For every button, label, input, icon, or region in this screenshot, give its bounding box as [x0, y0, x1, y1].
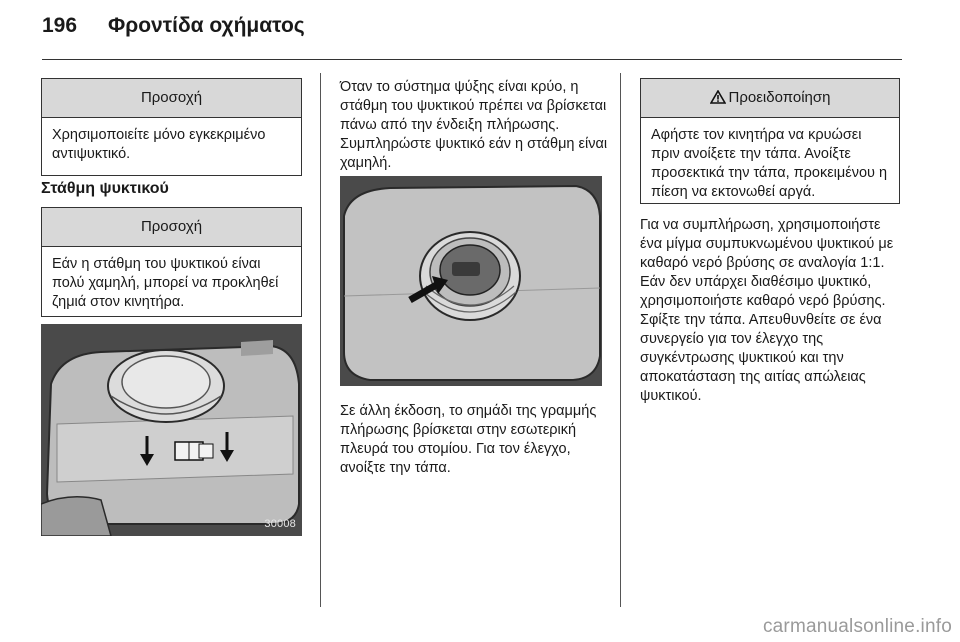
warning-triangle-icon: [710, 81, 726, 119]
warning-title: Προειδοποίηση: [728, 89, 831, 106]
page-number: 196: [42, 14, 78, 37]
section-heading: Στάθμη ψυκτικού: [41, 180, 169, 197]
watermark: carmanualsonline.info: [762, 616, 952, 637]
column-divider-right: [620, 73, 621, 607]
page-title: Φροντίδα οχήματος: [108, 14, 305, 37]
column-divider-left: [320, 73, 321, 607]
caution-box-antifreeze: [41, 78, 302, 176]
figure-coolant-reservoir: [41, 324, 302, 536]
warning-box: [640, 78, 900, 204]
paragraph-other-version: Σε άλλη έκδοση, το σημάδι της γραμμής πλήρωσης βρίσκεται στην εσωτερική πλευρά του στομίου. Για τον έλεγχο, ανοίξτε την τάπα.: [340, 403, 597, 476]
caution-body: Εάν η στάθμη του ψυκτικού είναι πολύ χαμηλή, μπορεί να προκληθεί ζημιά στον κινητήρα.: [52, 256, 279, 310]
warning-body: Αφήστε τον κινητήρα να κρυώσει πριν ανοίξετε την τάπα. Ανοίξτε προσεκτικά την τάπα, προκειμένου η πίεση να εκτονωθεί αργά.: [651, 127, 888, 200]
caution-box-low-level: [41, 207, 302, 317]
paragraph-fill-level: Όταν το σύστημα ψύξης είναι κρύο, η στάθμη του ψυκτικού πρέπει να βρίσκεται πάνω από την ένδειξη πλήρωσης. Συμπληρώστε ψυκτικό εάν η στάθμη είναι χαμηλή.: [340, 79, 608, 171]
caution-title: Προσοχή: [42, 79, 301, 118]
filler-neck-illustration: [340, 176, 602, 386]
reservoir-illustration: [41, 324, 302, 536]
caution-title: Προσοχή: [42, 208, 301, 247]
warning-header: [641, 79, 899, 118]
figure-number: 30008: [264, 518, 296, 530]
caution-body: Χρησιμοποιείτε μόνο εγκεκριμένο αντιψυκτικό.: [52, 127, 266, 162]
figure-filler-neck: [340, 176, 602, 386]
header-rule: [42, 59, 902, 60]
paragraph-mixture: Για να συμπλήρωση, χρησιμοποιήστε ένα μίγμα συμπυκνωμένου ψυκτικού με καθαρό νερό βρύσης σε αναλογία 1:1. Εάν δεν υπάρχει διαθέσιμο ψυκτικό, χρησιμοποιήστε καθαρό νερό βρύσης. Σφίξτε την τάπα. Απευθυνθείτε σε ένα συνεργείο για τον έλεγχο της συγκέντρωσης ψυκτικού και την αποκατάσταση της αιτίας απώλειας ψυκτικού.: [640, 217, 894, 404]
